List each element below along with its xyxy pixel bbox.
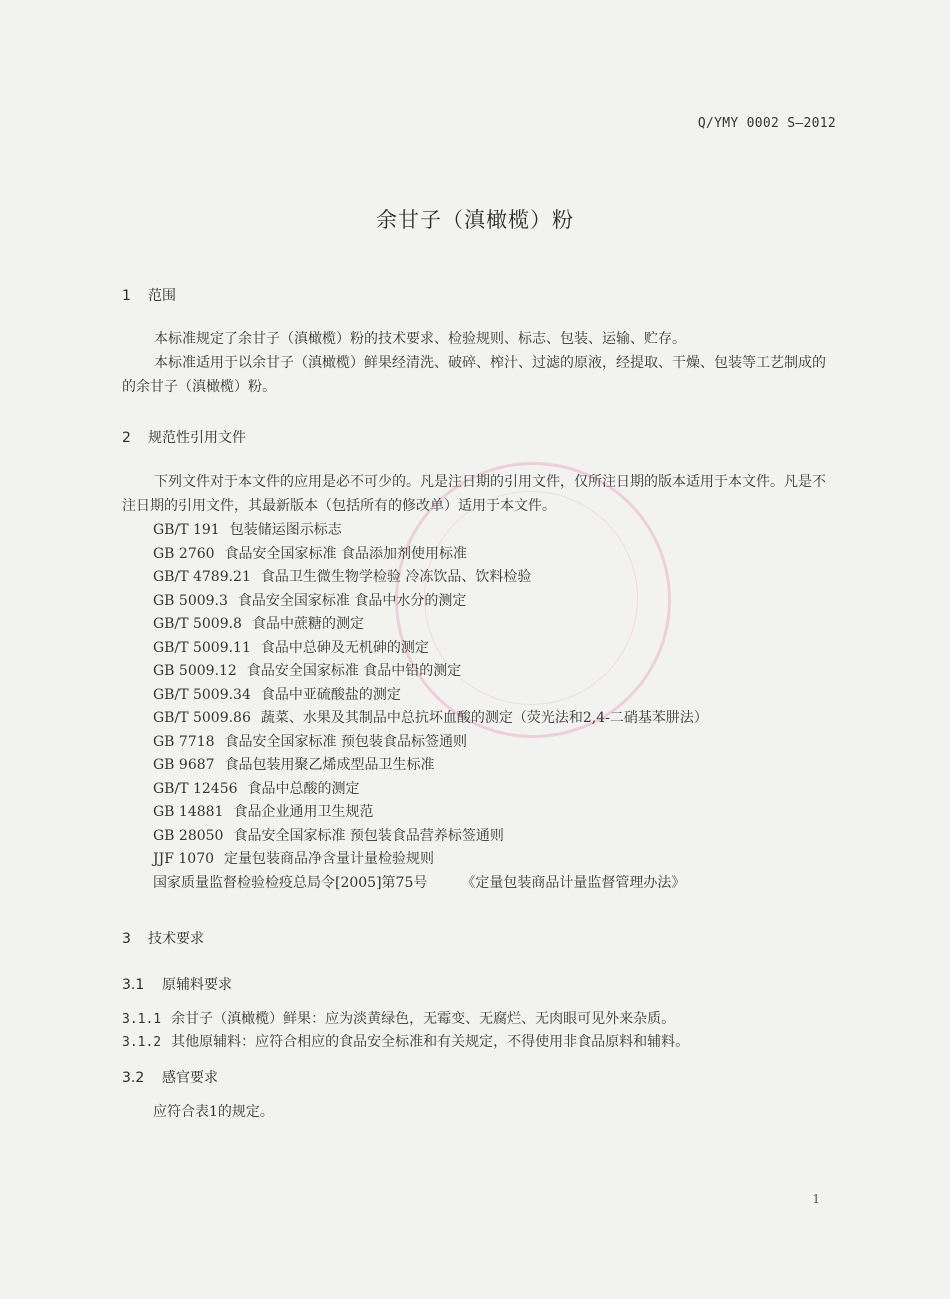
- section-1-paragraph-2: 本标准适用于以余甘子（滇橄榄）鲜果经清洗、破碎、榨汁、过滤的原液，经提取、干燥、包装等工艺制成的的余甘子（滇橄榄）粉。: [122, 355, 826, 395]
- reference-title: 蔬菜、水果及其制品中总抗坏血酸的测定（荧光法和2,4-二硝基苯肼法）: [260, 710, 708, 726]
- reference-list: [153, 519, 708, 895]
- reference-title: 食品包装用聚乙烯成型品卫生标准: [224, 757, 435, 773]
- standard-code: Q/YMY 0002 S—2012: [697, 116, 836, 131]
- section-title: 感官要求: [162, 1070, 218, 1086]
- reference-item: [153, 872, 708, 896]
- clause-3-1-2: [122, 1031, 689, 1051]
- section-title: 规范性引用文件: [148, 430, 246, 446]
- reference-item: [153, 684, 708, 708]
- reference-item: [153, 801, 708, 825]
- reference-title: 食品企业通用卫生规范: [233, 804, 374, 820]
- reference-title: 食品安全国家标准 食品中水分的测定: [237, 592, 467, 609]
- section-number: 3: [122, 931, 131, 947]
- section-2-heading: [122, 427, 246, 447]
- reference-title: 食品卫生微生物学检验 冷冻饮品、饮料检验: [260, 569, 532, 585]
- reference-code: GB/T 5009.11: [153, 639, 251, 656]
- reference-item: [153, 660, 708, 684]
- reference-item: [153, 566, 708, 590]
- reference-title: 食品安全国家标准 预包装食品标签通则: [224, 733, 468, 750]
- reference-item: [153, 707, 708, 731]
- clause-3-1-1: [122, 1008, 675, 1028]
- section-3-2-heading: [122, 1067, 218, 1087]
- clause-text: 余甘子（滇橄榄）鲜果：应为淡黄绿色，无霉变、无腐烂、无肉眼可见外来杂质。: [171, 1011, 676, 1027]
- reference-title: 食品中总砷及无机砷的测定: [260, 639, 429, 656]
- reference-title: 食品安全国家标准 食品中铅的测定: [246, 663, 462, 679]
- reference-title: 食品中蔗糖的测定: [251, 616, 364, 632]
- reference-code: JJF 1070: [153, 851, 215, 867]
- reference-code: GB 2760: [153, 545, 215, 562]
- reference-code: GB 7718: [153, 733, 215, 750]
- section-1-paragraph-1: 本标准规定了余甘子（滇橄榄）粉的技术要求、检验规则、标志、包装、运输、贮存。: [154, 331, 686, 347]
- reference-title: 包装储运图示标志: [229, 522, 342, 538]
- reference-title: 食品安全国家标准 食品添加剂使用标准: [224, 545, 468, 562]
- reference-title: 食品中亚硫酸盐的测定: [260, 686, 401, 703]
- clause-text: 其他原辅料：应符合相应的食品安全标准和有关规定，不得使用非食品原料和辅料。: [171, 1034, 690, 1050]
- reference-code: GB/T 4789.21: [153, 569, 251, 585]
- section-number: 1: [122, 288, 131, 304]
- section-title: 原辅料要求: [162, 977, 232, 993]
- reference-code: GB/T 191: [153, 522, 220, 538]
- reference-title: 定量包装商品净含量计量检验规则: [224, 851, 435, 867]
- reference-item: [153, 778, 708, 802]
- reference-item: [153, 731, 708, 755]
- reference-item: [153, 637, 708, 661]
- page-number: 1: [812, 1192, 820, 1206]
- section-3-heading: [122, 928, 204, 948]
- reference-code: GB/T 5009.8: [153, 616, 242, 632]
- reference-title: 《定量包装商品计量监督管理办法》: [461, 874, 686, 891]
- reference-item: [153, 613, 708, 637]
- reference-code: GB/T 5009.34: [153, 686, 251, 703]
- reference-item: [153, 848, 708, 872]
- reference-item: [153, 590, 708, 614]
- reference-code: GB 5009.12: [153, 663, 237, 679]
- section-2-intro: 下列文件对于本文件的应用是必不可少的。凡是注日期的引用文件，仅所注日期的版本适用于本文件。凡是不注日期的引用文件，其最新版本（包括所有的修改单）适用于本文件。: [122, 474, 826, 514]
- reference-item: [153, 754, 708, 778]
- reference-code: 国家质量监督检验检疫总局令[2005]第75号: [153, 874, 428, 891]
- reference-item: [153, 825, 708, 849]
- reference-code: GB 28050: [153, 827, 224, 844]
- reference-code: GB 14881: [153, 804, 224, 820]
- document-title: 余甘子（滇橄榄）粉: [376, 208, 574, 232]
- clause-number: 3.1.1: [122, 1012, 162, 1027]
- section-title: 范围: [148, 288, 176, 304]
- reference-code: GB/T 5009.86: [153, 710, 251, 726]
- clause-number: 3.1.2: [122, 1035, 162, 1050]
- reference-title: 食品中总酸的测定: [247, 780, 360, 797]
- section-number: 3.1: [122, 977, 145, 993]
- section-number: 3.2: [122, 1070, 145, 1086]
- reference-item: [153, 543, 708, 567]
- reference-item: [153, 519, 708, 543]
- reference-code: GB 5009.3: [153, 592, 228, 609]
- section-title: 技术要求: [148, 931, 204, 947]
- section-1-heading: [122, 285, 176, 305]
- section-3-1-heading: [122, 974, 232, 994]
- reference-code: GB 9687: [153, 757, 215, 773]
- reference-code: GB/T 12456: [153, 780, 238, 797]
- section-3-2-text: 应符合表1的规定。: [153, 1104, 274, 1120]
- reference-title: 食品安全国家标准 预包装食品营养标签通则: [233, 827, 504, 844]
- section-number: 2: [122, 430, 131, 446]
